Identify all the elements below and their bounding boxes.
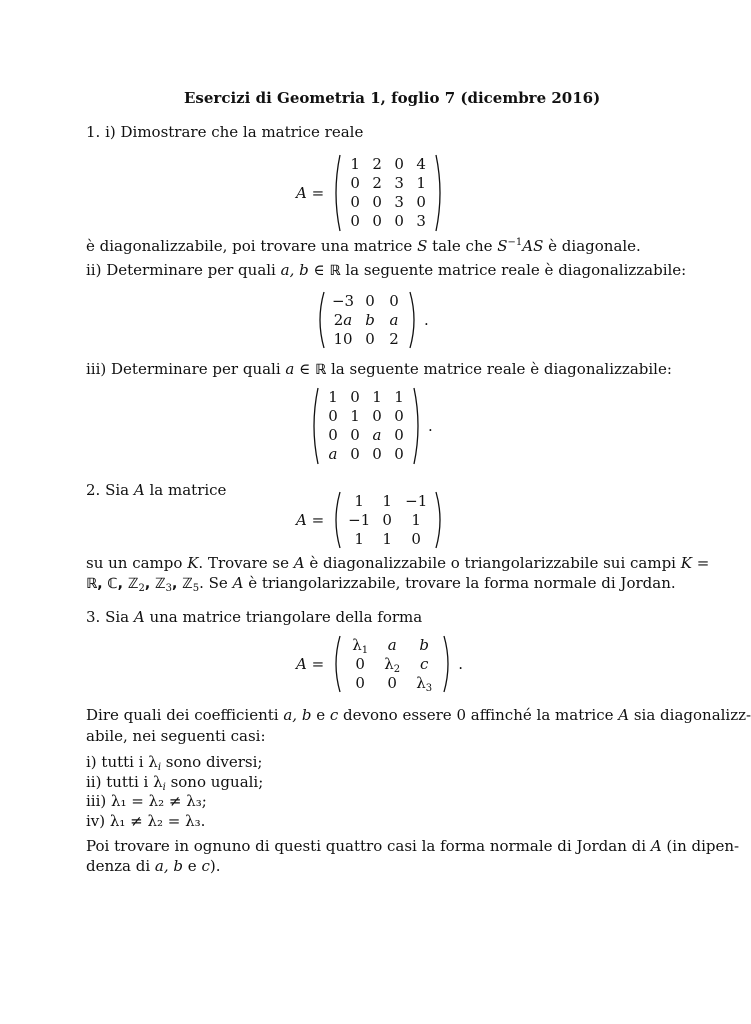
- matrix-cell: 0: [365, 291, 375, 310]
- ex3-intro: 3. Sia A una matrice triangolare della forma: [86, 608, 423, 626]
- right-paren: [408, 290, 420, 350]
- matrix-cell: a: [328, 445, 338, 463]
- ex3-final-2: denza di a, b e c).: [86, 857, 221, 875]
- matrix-cell: 0: [382, 510, 392, 529]
- left-paren: [308, 386, 320, 466]
- ex1-line2: è diagonalizzabile, poi trovare una matrice S tale che $S^{-1}AS$ è diagonale.: [86, 237, 641, 255]
- matrix-cell: 0: [411, 529, 421, 548]
- matrix-cell: b: [365, 310, 375, 329]
- matrix-cell: $\lambda_1$: [352, 635, 369, 656]
- matrix-cell: c: [419, 654, 429, 673]
- matrix-cell: 10: [333, 329, 353, 348]
- matrix-grid: [326, 292, 408, 349]
- matrix-cell: 2: [372, 174, 382, 192]
- ex2-line3: ℝ, ℂ, ℤ$_2$, ℤ$_3$, ℤ$_5$. Se A è triangolarizzabile, trovare la forma normale di Jordan.: [86, 574, 676, 594]
- matrix-cell: −1: [348, 510, 371, 529]
- matrix-cell: 0: [394, 445, 404, 463]
- matrix-cell: 3: [416, 212, 426, 230]
- matrix-cell: 1: [350, 407, 360, 425]
- matrix-cell: 2: [389, 329, 399, 348]
- matrix-cell: 0: [350, 445, 360, 463]
- ex1-matrix-3: [308, 386, 433, 466]
- left-paren: [330, 634, 342, 694]
- matrix-cell: 0: [350, 388, 360, 406]
- right-paren: [412, 386, 424, 466]
- matrix-cell: 1: [394, 388, 404, 406]
- ex3-case-4: iv) λ₁ ≠ λ₂ = λ₃.: [86, 812, 206, 830]
- matrix-cell: 0: [372, 445, 382, 463]
- matrix-label: A =: [296, 511, 325, 529]
- matrix-cell: 2: [372, 155, 382, 173]
- matrix-cell: a: [372, 426, 382, 444]
- ex1-matrix-2: [314, 290, 429, 350]
- matrix-cell: 0: [394, 155, 404, 173]
- matrix-cell: 3: [394, 193, 404, 211]
- matrix-cell: 0: [350, 426, 360, 444]
- matrix-cell: 0: [394, 407, 404, 425]
- matrix-cell: 1: [411, 510, 421, 529]
- matrix-label: A =: [296, 184, 325, 202]
- matrix-label: A =: [296, 655, 325, 673]
- matrix-cell: 1: [382, 529, 392, 548]
- matrix-cell: 0: [372, 212, 382, 230]
- right-paren: [434, 490, 446, 550]
- matrix-cell: 1: [382, 491, 392, 510]
- left-paren: [330, 153, 342, 233]
- matrix-cell: 4: [416, 155, 426, 173]
- right-paren: [434, 153, 446, 233]
- matrix-cell: 1: [354, 529, 364, 548]
- matrix-cell: 1: [350, 155, 360, 173]
- ex3-line2: Dire quali dei coefficienti a, b e c devono essere 0 affinché la matrice A sia diagonalizz-: [86, 706, 751, 724]
- matrix-cell: 0: [416, 193, 426, 211]
- matrix-grid: [342, 492, 434, 549]
- matrix-cell: a: [389, 310, 399, 329]
- matrix-grid: [342, 155, 434, 231]
- matrix-cell: 0: [350, 174, 360, 192]
- matrix-cell: 0: [389, 291, 399, 310]
- ex3-case-1: i) tutti i $\lambda_i$ sono diversi;: [86, 753, 263, 773]
- ex2-intro: 2. Sia A la matrice: [86, 481, 227, 499]
- matrix-cell: 0: [372, 407, 382, 425]
- matrix-grid: [320, 388, 412, 464]
- ex3-case-3: iii) λ₁ = λ₂ ≠ λ₃;: [86, 792, 207, 810]
- matrix-cell: 1: [354, 491, 364, 510]
- ex3-case-2: ii) tutti i $\lambda_i$ sono uguali;: [86, 773, 264, 793]
- matrix-cell: b: [419, 635, 429, 654]
- matrix-cell: 0: [350, 212, 360, 230]
- matrix-cell: 0: [372, 193, 382, 211]
- matrix-cell: 1: [372, 388, 382, 406]
- matrix-cell: 0: [387, 673, 397, 692]
- matrix-cell: −1: [405, 491, 428, 510]
- matrix-cell: $\lambda_3$: [416, 673, 433, 694]
- matrix-cell: 0: [355, 654, 365, 673]
- matrix-cell: −3: [331, 291, 355, 310]
- page-title: Esercizi di Geometria 1, foglio 7 (dicembre 2016): [184, 89, 601, 107]
- ex2-line2: su un campo K. Trovare se A è diagonalizzabile o triangolarizzabile sui campi K =: [86, 554, 710, 572]
- matrix-cell: 0: [355, 673, 365, 692]
- matrix-cell: 0: [328, 407, 338, 425]
- ex3-line3: abile, nei seguenti casi:: [86, 727, 266, 745]
- matrix-grid: [342, 636, 442, 693]
- ex1-part-ii: ii) Determinare per quali a, b ∈ ℝ la seguente matrice reale è diagonalizzabile:: [86, 261, 687, 279]
- matrix-cell: 0: [394, 212, 404, 230]
- matrix-cell: 0: [365, 329, 375, 348]
- ex3-matrix: [296, 634, 463, 694]
- left-paren: [314, 290, 326, 350]
- matrix-cell: 2a: [333, 310, 353, 329]
- matrix-cell: $\lambda_2$: [384, 654, 401, 675]
- matrix-cell: 1: [416, 174, 426, 192]
- ex1-part-iii: iii) Determinare per quali a ∈ ℝ la seguente matrice reale è diagonalizzabile:: [86, 360, 672, 378]
- ex3-final-1: Poi trovare in ognuno di questi quattro casi la forma normale di Jordan di A (in dipen-: [86, 837, 740, 855]
- matrix-cell: 0: [394, 426, 404, 444]
- matrix-cell: a: [387, 635, 397, 654]
- period: .: [428, 417, 433, 435]
- matrix-cell: 3: [394, 174, 404, 192]
- matrix-cell: 0: [350, 193, 360, 211]
- right-paren: [442, 634, 454, 694]
- period: .: [424, 311, 429, 329]
- ex1-matrix-A: [296, 153, 446, 233]
- matrix-cell: 1: [328, 388, 338, 406]
- left-paren: [330, 490, 342, 550]
- ex1-intro: 1. i) Dimostrare che la matrice reale: [86, 123, 364, 141]
- period: .: [458, 655, 463, 673]
- ex2-matrix: [296, 490, 446, 550]
- matrix-cell: 0: [328, 426, 338, 444]
